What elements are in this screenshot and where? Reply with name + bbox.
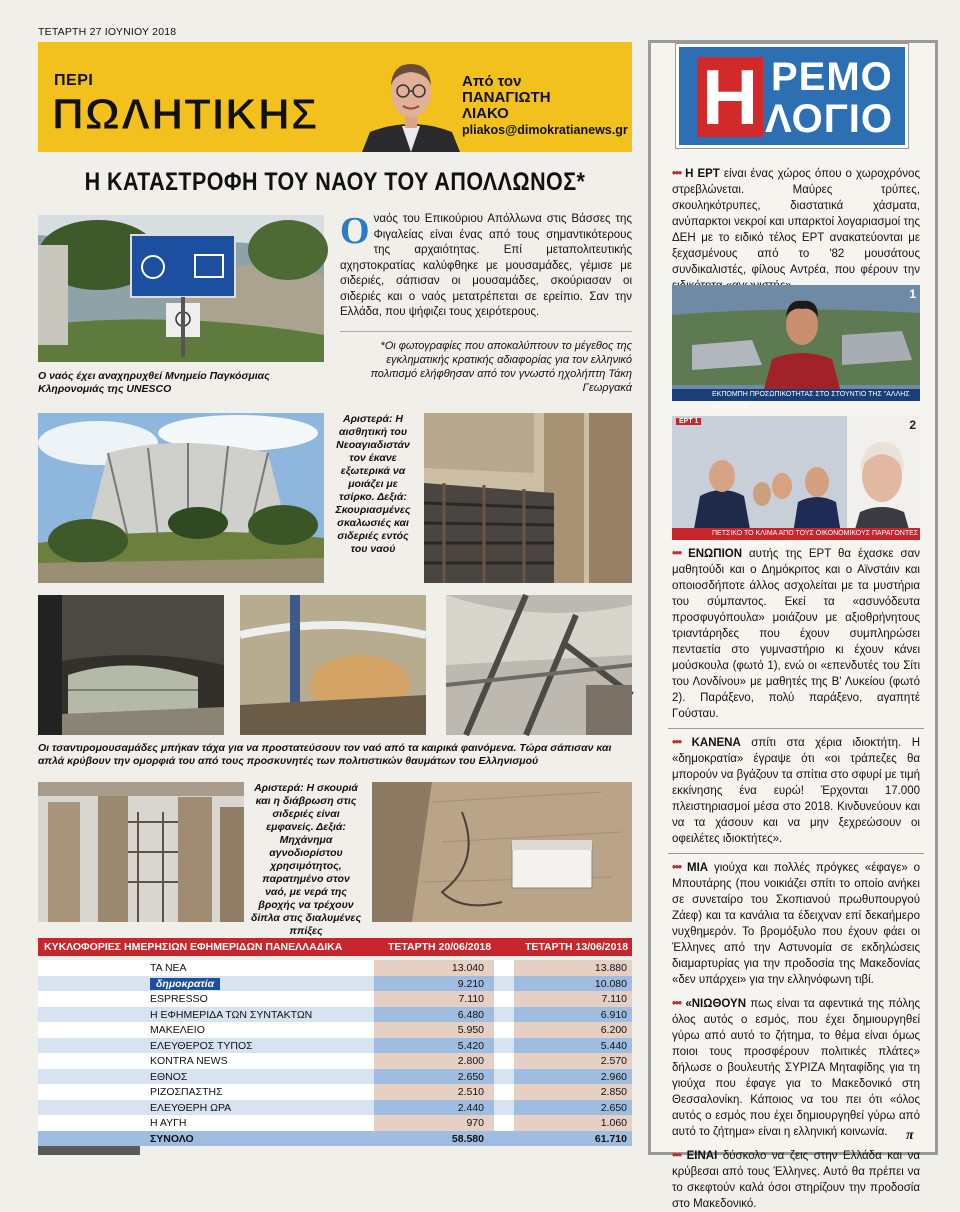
byline [462, 74, 628, 138]
newspaper-name: ESPRESSO [150, 993, 208, 1005]
table-row [38, 1131, 632, 1147]
tv-still-2 [672, 416, 920, 549]
newspaper-name: Η ΑΥΓΗ [150, 1117, 187, 1129]
newspaper-name: ΕΛΕΥΘΕΡΗ ΩΡΑ [150, 1101, 232, 1114]
signature-mark: π [906, 1128, 914, 1143]
table-row [38, 1007, 632, 1023]
circulation-title: ΚΥΚΛΟΦΟΡΙΕΣ ΗΜΕΡΗΣΙΩΝ ΕΦΗΜΕΡΙΔΩΝ ΠΑΝΕΛΛΑΔΙΚΑ [44, 941, 343, 953]
dateline: ΤΕΤΑΡΤΗ 27 ΙΟΥΝΙΟΥ 2018 [38, 26, 177, 38]
circulation-value-week1: 58.580 [451, 1132, 484, 1145]
caption-corrosion-and-machine: Αριστερά: Η σκουριά και η διάβρωση στις σιδεριές είναι εμφανείς. Δεξιά: Μηχάνημα αγνοδιορίστου χρησιμότητος, παρατημένο στον ναό, με νερά της βροχής να τρέχουν δίπλα στις διαλυμένες ππίξες [250, 782, 362, 937]
p5-text: πως είναι τα αφεντικά της πόλης όλος αυτός ο εσμός, που έχει δημιουργηθεί γύρω από αυτό το ζήτημα, το θέμα είναι όμως ποιοι τους προσφέρουν πολιτικές πλάτες» δήλωσε ο βουλευτής ΣΥΡΙΖΑ Μηταφίδης για τη γιούχα που έφαγε για το Μακεδονικό στη Θεσσαλονίκη. Κάποιος να του πει ότι «όλος αυτός ο εσμός που έχει δημιουργηθεί γύρω από αυτό το ζήτημα» είναι η ελληνική κοινωνία. [672, 998, 921, 1138]
sidebar-paragraph-4 [672, 860, 920, 988]
circulation-value-week2: 2.650 [600, 1101, 627, 1114]
photo-abandoned-machine [372, 782, 632, 922]
bullet: ••• [672, 737, 682, 749]
tv-still-1-caption: ΕΚΠΟΜΠΗ ΠΡΟΣΩΠΙΚΟΤΗΤΑΣ ΣΤΟ ΣΤΟΥΝΤΙΟ ΤΗΣ "ΑΛΛΗΣ ΔΙΑΣΤΑΣΗΣ" [672, 389, 920, 401]
circulation-value-week2: 1.060 [600, 1117, 627, 1129]
circulation-value-week1: 2.510 [457, 1086, 484, 1098]
byline-from: Από τον [462, 73, 522, 90]
circulation-table [38, 960, 632, 1146]
circulation-value-week2: 10.080 [594, 977, 627, 990]
divider [340, 331, 632, 332]
circulation-table-header [38, 938, 632, 956]
circulation-value-week1: 2.650 [457, 1070, 484, 1083]
circulation-value-week2: 61.710 [594, 1132, 627, 1145]
sidebar-divider [668, 853, 924, 854]
sidebar-paragraph-2 [672, 546, 920, 722]
author-name-last: ΛΙΑΚΟ [462, 105, 509, 122]
newspaper-name: KONTRA NEWS [150, 1055, 228, 1067]
article-body [340, 212, 632, 321]
table-row [38, 960, 632, 976]
article-headline: Η ΚΑΤΑΣΤΡΟΦΗ ΤΟΥ ΝΑΟΥ ΤΟΥ ΑΠΟΛΛΩΝΟΣ* [84, 168, 586, 196]
circulation-value-week2: 5.440 [600, 1039, 627, 1052]
circulation-value-week1: 2.440 [457, 1101, 484, 1114]
caption-tents: Οι τσαντιρομουσαμάδες μπήκαν τάχα για να προστατεύσουν τον ναό από τα καιρικά φαινόμενα. Τώρα σάπισαν και απλά κρύβουν την ομορφιά του από τους προσκυνητές των πολιτιστικών θαυμάτων του Ελληνισμού [38, 742, 612, 767]
author-portrait [362, 52, 460, 152]
sidebar-paragraph-3 [672, 735, 920, 847]
newspaper-name: ΜΑΚΕΛΕΙΟ [150, 1024, 205, 1036]
circulation-value-week1: 6.480 [457, 1008, 484, 1021]
table-row [38, 1053, 632, 1069]
circulation-col1-header: ΤΕΤΑΡΤΗ 20/06/2018 [388, 941, 492, 953]
author-name-first: ΠΑΝΑΓΙΩΤΗ [462, 89, 551, 106]
photo-tent-inside-left [38, 595, 224, 735]
sidebar-paragraph-5 [672, 996, 920, 1140]
circulation-value-week1: 9.210 [457, 977, 484, 990]
tv-still-2-caption: ΠΕΤΣΙΚΟ ΤΟ ΚΛΙΜΑ ΑΠΟ ΤΟΥΣ ΟΙΚΟΝΟΜΙΚΟΥΣ ΠΑΡΑΓΟΝΤΕΣ ΣΤΟ ΣΤΙΛΠΝΙ ΛΟΝΔΙΝΟΥ [672, 528, 920, 540]
table-row [38, 1022, 632, 1038]
sidebar-logo [676, 44, 908, 148]
newspaper-name: δημοκρατία [150, 978, 220, 990]
p3-text: σπίτι στα χέρια ιδιοκτήτη. Η «δημοκρατία» έγραψε ότι «οι τράπεζες θα μπορούν να βγάζουν τα σπίτια στο σφυρί με τιμή εκκίνησης ένα ευρώ! Έρχονται 17.000 πλειστηριασμοί μέσα στο 2018. Κινδυνεύουν και να τα χάσουν και να μην ξεχρεώσουν οι οφειλέτες ιδιοκτήτες». [672, 737, 920, 845]
photo-tent-inside-right [446, 595, 632, 735]
caption-tent-and-scaffold: Αριστερά: Η αισθητική του Νεοαγιαδιστάν τον έκανε εξωτερικά να μοιάζει με τσίρκο. Δεξιά: Σκουριασμένες σκαλωσιές και σιδεριές εντός του ναού [335, 413, 411, 555]
bullet: ••• [672, 862, 682, 874]
circulation-value-week2: 6.200 [600, 1024, 627, 1036]
p2-lead: ΕΝΩΠΙΟΝ [688, 548, 743, 560]
tv-still-1-number: 1 [909, 287, 916, 301]
author-email: pliakos@dimokratianews.gr [462, 123, 628, 137]
p1-lead: Η ΕΡΤ [685, 168, 720, 180]
logo-word-top: ΡΕΜΟ [771, 55, 893, 99]
newspaper-name: Η ΕΦΗΜΕΡΙΔΑ ΤΩΝ ΣΥΝΤΑΚΤΩΝ [150, 1008, 313, 1021]
table-row [38, 1115, 632, 1131]
photo-unesco-sign [38, 215, 324, 362]
tv-still-2-number: 2 [909, 418, 916, 432]
photo-columns-corrosion [38, 782, 244, 922]
circulation-value-week1: 13.040 [451, 962, 484, 974]
photo-tent-inside-middle [240, 595, 426, 735]
column-kicker: ΠΕΡΙ [54, 72, 94, 89]
sidebar-divider [668, 728, 924, 729]
column-title: ΠΩΛΗΤΙΚΗΣ [52, 90, 319, 139]
article-body-text: ναός του Επικούριου Απόλλωνα στις Βάσσες της Φιγαλείας είναι ένας από τους σημαντικότερους της αρχαιότητας. Επί μεταπολιτευτικής αχηστοκρατίας καλύφθηκε με μουσαμάδες, γέμισε με σιδεριές, σάπισαν οι μουσαμάδες, σκούριασαν οι σιδεριές και ο ναός μετατρέπεται σε ερείπιο. Σαν την Ελλάδα, που ψήφιζει τους χειρότερους. [340, 213, 632, 318]
circulation-value-week1: 2.800 [457, 1055, 484, 1067]
newspaper-name: ΤΑ ΝΕΑ [150, 962, 187, 974]
logo-letter: Η [697, 57, 763, 137]
table-row [38, 1069, 632, 1085]
p4-text: γιούχα και πολλές πρόγκες «έφαγε» ο Μπουτάρης (που νοικιάζει σπίτι το οποίο ανήκει σε συνεταίρο του Σκοπιανού πρωθυπουργού Ζάεφ) και τα κανάλια τα έδειχναν επί δεκαήμερο νυχθημερόν. Το βρομόξυλο που έχουν φάει οι Έλληνες από την Αστυνομία σε εκδηλώσεις διαμαρτυρίας για την προδοσία της Μακεδονίας «δεν υπάρχει» για την ελληνόφωνη τιβί. [672, 862, 920, 986]
newspaper-name: ΡΙΖΟΣΠΑΣΤΗΣ [150, 1086, 223, 1098]
table-row [38, 1100, 632, 1116]
p5-lead: «ΝΙΩΘΟΥΝ [685, 998, 747, 1010]
circulation-value-week2: 2.570 [600, 1055, 627, 1067]
bullet: ••• [672, 548, 682, 560]
circulation-value-week2: 2.850 [600, 1086, 627, 1098]
bullet: ••• [672, 168, 682, 180]
newspaper-name: ΕΘΝΟΣ [150, 1070, 188, 1083]
sidebar-paragraph-1 [672, 166, 920, 294]
table-row [38, 1038, 632, 1054]
p6-text: δύσκολο να ζεις στην Ελλάδα και να κρύβεσαι από τους Έλληνες. Αυτό θα πρέπει να το σκεφτούν καλά όσοι στηρίζουν την προδοσία στο Μακεδονικό. [672, 1150, 921, 1210]
bullet: ••• [672, 1150, 682, 1162]
circulation-value-week2: 13.880 [594, 962, 627, 974]
bullet: ••• [672, 998, 682, 1010]
sidebar-paragraph-6 [672, 1148, 920, 1212]
table-row [38, 1084, 632, 1100]
photo-rusty-scaffolding [424, 413, 632, 583]
logo-word-bottom: ΛΟΓΙΟ [765, 97, 893, 141]
circulation-value-week1: 5.950 [457, 1024, 484, 1036]
table-row [38, 991, 632, 1007]
p6-lead: ΕΙΝΑΙ [686, 1150, 718, 1162]
caption-unesco: Ο ναός έχει αναχηρυχθεί Μνημείο Παγκόσμιας Κληρονομιάς της UNESCO [38, 370, 270, 395]
circulation-value-week1: 970 [466, 1117, 484, 1129]
table-row [38, 976, 632, 992]
tv-still-1 [672, 285, 920, 410]
circulation-value-week1: 7.110 [458, 993, 484, 1005]
circulation-col2-header: ΤΕΤΑΡΤΗ 13/06/2018 [525, 941, 629, 953]
p3-lead: ΚΑΝΕΝΑ [691, 737, 741, 749]
circulation-value-week2: 6.910 [600, 1008, 627, 1021]
newspaper-name: ΕΛΕΥΘΕΡΟΣ ΤΥΠΟΣ [150, 1039, 253, 1052]
dropcap: Ο [340, 210, 370, 252]
circulation-value-week2: 7.110 [601, 993, 627, 1005]
photo-tent-exterior [38, 413, 324, 583]
circulation-value-week1: 5.420 [457, 1039, 484, 1052]
tv-channel-badge: ΕΡΤ 1 [676, 418, 701, 425]
circulation-value-week2: 2.960 [600, 1070, 627, 1083]
photo-credit-note: *Οι φωτογραφίες που αποκαλύπτουν το μέγεθος της εγκληματικής κρατικής αδιαφορίας για τον ελληνικό πολιτισμό ελήφθησαν από τον γνωστό ηχολήπτη Τάκη Γεωργακά [370, 340, 632, 394]
p2-text: αυτής της ΕΡΤ θα έχασκε σαν μαθητούδι και ο Δημόκριτος και ο Αϊνστάιν και οποιοσδήποτε άλλος ασχολείται με τα μυστήρια του σύμπαντος. Εκεί τα «ασυνόδευτα προσφυγόπουλα» μοιάζουν με αξιοθρήνητους τριαντάρηδες που έχουν συμπληρώσει πενταετία στο γυμναστήριο κι έχουν κάνει μούσκουλα (φωτό 1), ενώ οι «επενδυτές του Σίτι του Λονδίνου» με μαθητές της Β' Λυκείου (φωτό 2). Παράξενο, πολύ παράξενο, αγαπητέ Γούσταυ. [672, 548, 920, 720]
newspaper-name: ΣΥΝΟΛΟ [150, 1132, 194, 1145]
p1-text: είναι ένας χώρος όπου ο χωροχρόνος στρεβλώνεται. Μαύρες τρύπες, σκουληκότρυπες, διαστατικά χάσματα, ανύπαρκτοι νεκροί και υπαρκτοί λογαριασμοί της ΔΕΗ με το ειδικό τέλος ΕΡΤ ανακατεύονται με ξεχασμένους από το '82 μουσάτους συνδικαλιστές, φίλους Αντρέα, που φέρουν την [672, 168, 920, 276]
p4-lead: ΜΙΑ [686, 862, 709, 874]
